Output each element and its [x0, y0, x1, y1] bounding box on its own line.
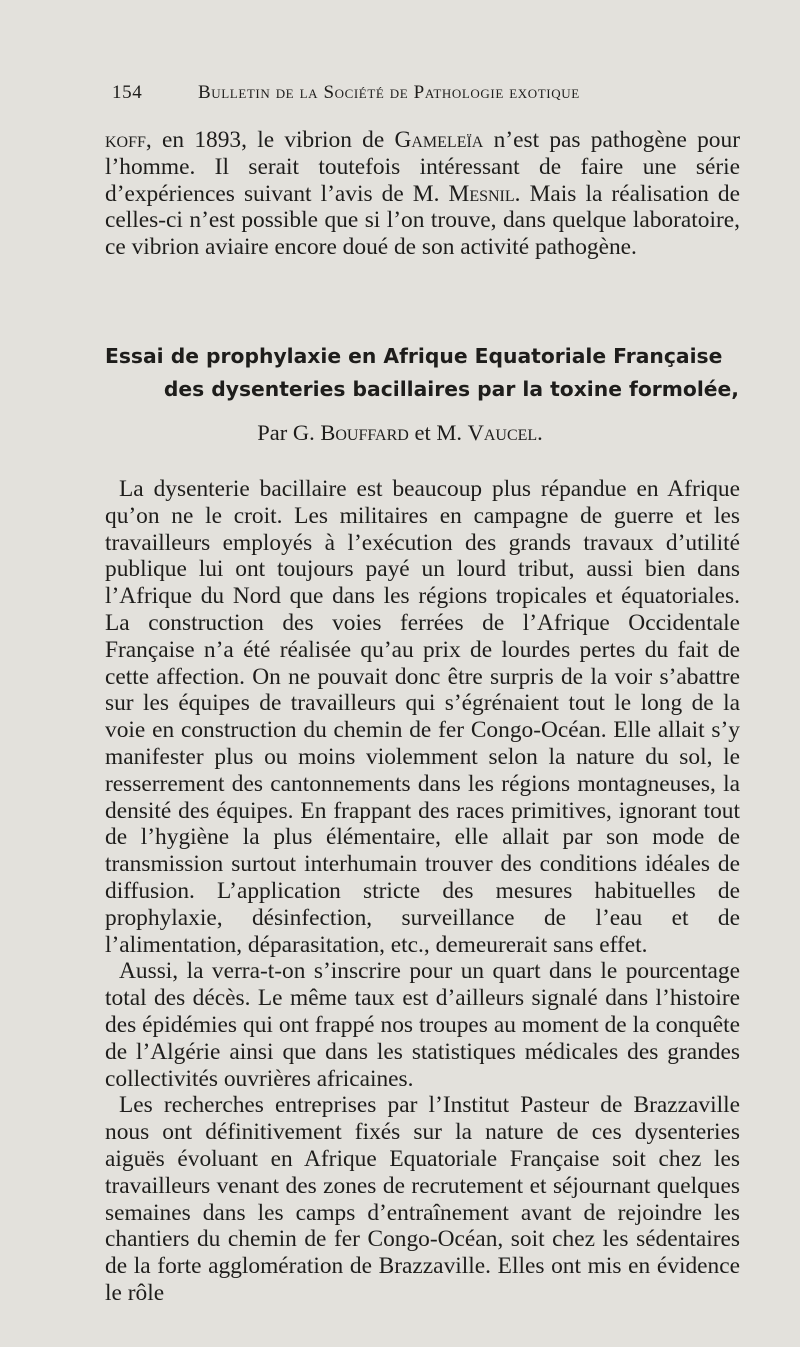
byline-prefix: Par G.	[257, 420, 321, 445]
body-paragraph: La dysenterie bacillaire est beaucoup plus répandue en Afrique qu’on ne le croit. Les militaires en campagne de guerre et les travailleurs employés à l’exécution des grands travaux d’utilité publique lui ont toujours payé un lourd tribut, aussi bien dans l’Afrique du Nord que dans les régions tropicales et équatoriales. La construction des voies ferrées de l’Afrique Occidentale Française n’a été réalisée qu’au prix de lourdes pertes du fait de cette affection. On ne pouvait donc être surpris de la voir s’abattre sur les équipes de travailleurs qui s’égrénaient tout le long de la voie en construction du chemin de fer Congo-Océan. Elle allait s’y manifester plus ou moins violemment selon la nature du sol, le resserrement des cantonnements dans les régions montagneuses, la densité des équipes. En frappant des races primitives, ignorant tout de l’hygiène la plus élémentaire, elle allait par son mode de transmission surtout interhumain trouver des conditions idéales de diffusion. L’application stricte des mesures habituelles de prophylaxie, désinfection, surveillance de l’eau et de l’alimentation, déparasitation, etc., demeurerait sans effet.	[105, 476, 740, 958]
running-header	[112, 82, 672, 104]
author-name-gameleia: Gameleïa	[394, 127, 484, 153]
lead-text-2: n’est pas pathogène pour l’homme. Il serait toutefois intéressant de faire une série d’expériences suivant l’avis de M.	[105, 127, 740, 207]
article-title-line-2: des dysenteries bacillaires par la toxine formolée,	[163, 377, 739, 401]
previous-article-ending	[105, 127, 740, 261]
author-name-mesnil: Mesnil	[448, 180, 515, 207]
article-body	[105, 476, 740, 1307]
article-title	[105, 340, 745, 406]
author-bouffard: Bouffard	[320, 420, 409, 445]
byline-middle: et M.	[408, 420, 468, 445]
lead-text-1: , en 1893, le vibrion de	[145, 127, 395, 153]
body-paragraph: Aussi, la verra-t-on s’inscrire pour un quart dans le pourcentage total des décès. Le même taux est d’ailleurs signalé dans l’histoire des épidémies qui ont frappé nos troupes au moment de la conquête de l’Algérie ainsi que dans les statistiques médicales des grandes collectivités ouvrières africaines.	[105, 958, 740, 1092]
article-title-line-1: Essai de prophylaxie en Afrique Equatoriale Française	[105, 344, 723, 368]
byline-suffix: .	[537, 420, 543, 445]
body-paragraph: Les recherches entreprises par l’Institut Pasteur de Brazzaville nous ont définitivement fixés sur la nature de ces dysenteries aiguës évoluant en Afrique Equatoriale Française soit chez les travailleurs venant des zones de recrutement et séjournant quelques semaines dans les camps d’entraînement avant de rejoindre les chantiers du chemin de fer Congo-Océan, soit chez les sédentaires de la forte agglomération de Brazzaville. Elles ont mis en évidence le rôle	[105, 1092, 740, 1306]
page-number: 154	[112, 82, 143, 103]
lead-text-3: . Mais la réalisation de celles-ci n’est possible que si l’on trouve, dans quelque laboratoire, ce vibrion aviaire encore doué de son activité pathogène.	[105, 180, 740, 261]
author-vaucel: Vaucel	[467, 420, 538, 445]
article-byline	[0, 420, 800, 446]
running-title: Bulletin de la Société de Pathologie exotique	[198, 82, 580, 103]
author-name-fragment: koff	[105, 127, 146, 153]
lead-paragraph	[105, 127, 740, 261]
